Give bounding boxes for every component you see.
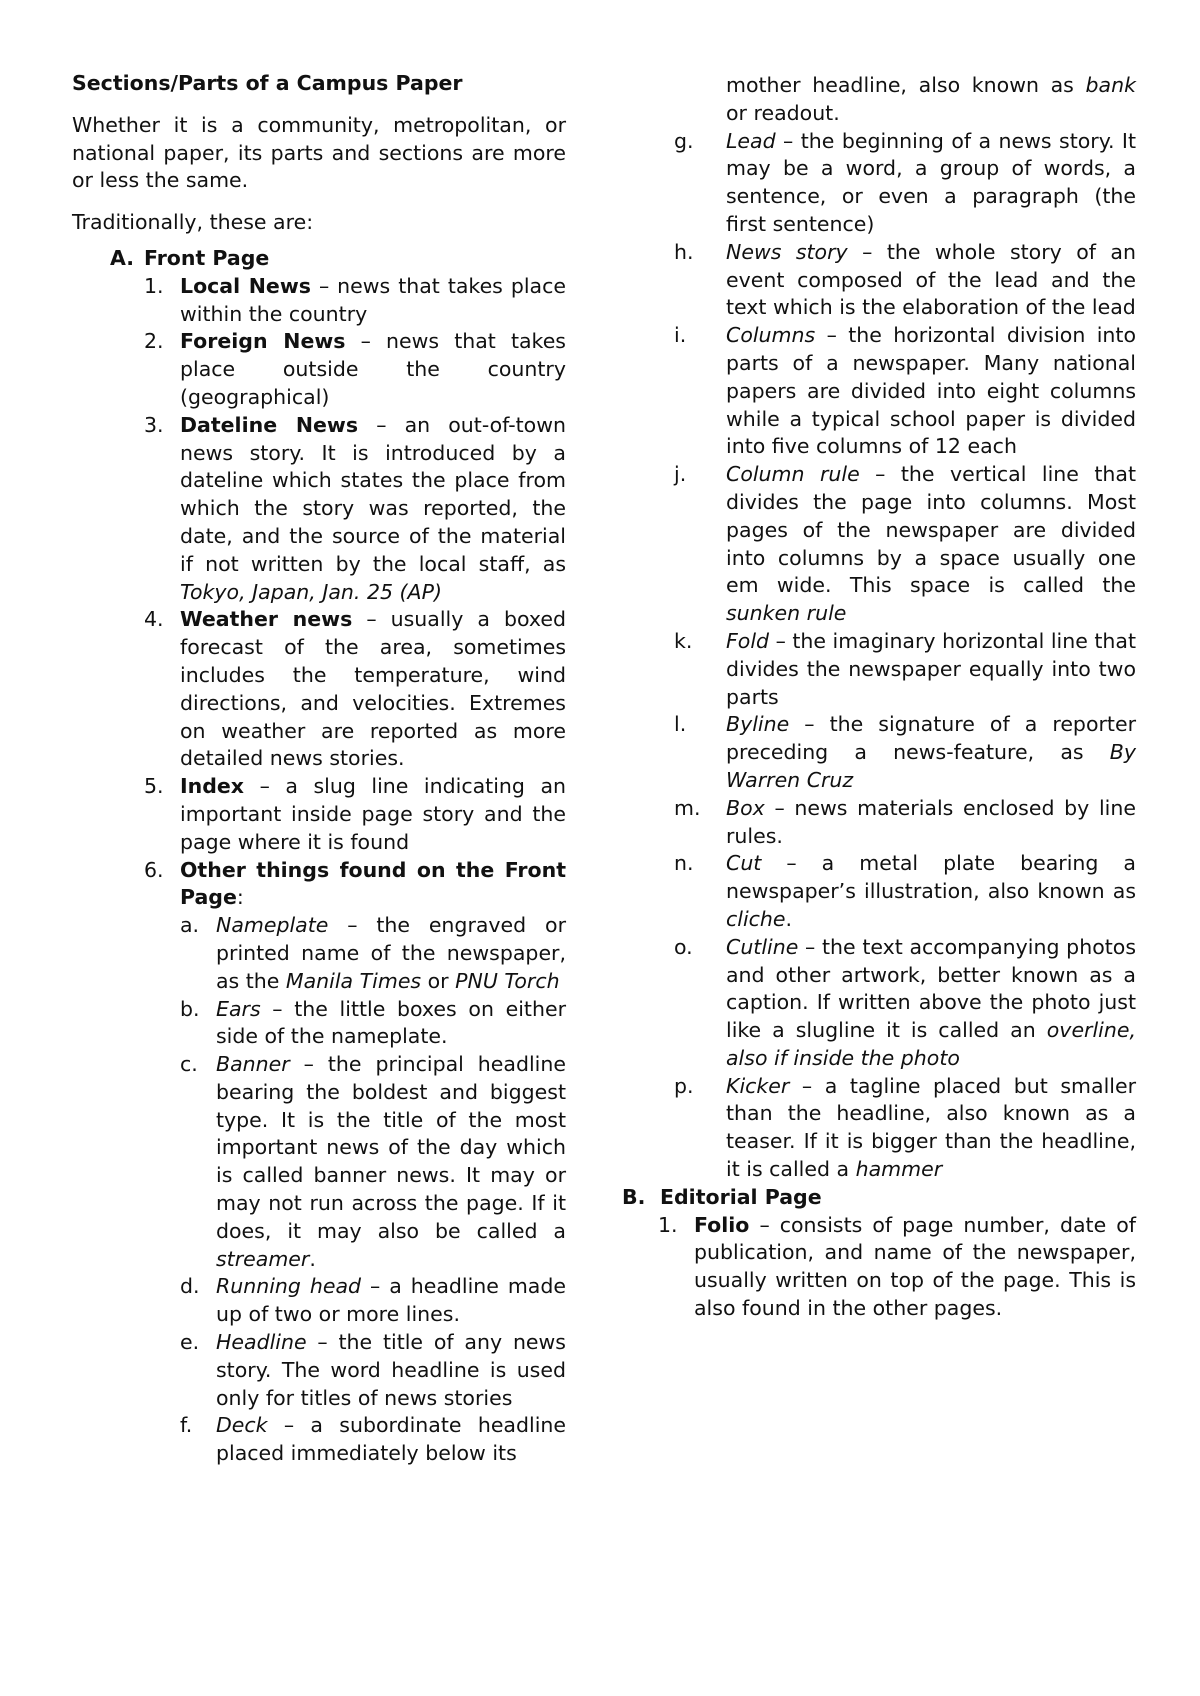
- continuation-text: [674, 72, 1136, 128]
- item-number: 6.: [144, 857, 164, 882]
- item-number: 1.: [144, 273, 164, 298]
- left-column: [72, 70, 566, 1468]
- item-text: .: [309, 1246, 316, 1271]
- item-text: – the beginning of a news story. It may be a word, a group of words, a sentence, or even a paragraph (the first sentence): [726, 128, 1136, 236]
- item-italic: overline, also if inside the photo: [726, 1018, 1136, 1070]
- sub-list-item: [72, 996, 566, 1052]
- sub-list-item: [674, 628, 1136, 711]
- item-term: Ears: [216, 996, 261, 1021]
- page-title: Sections/Parts of a Campus Paper: [72, 71, 463, 95]
- item-text: – the text accompanying photos and other artwork, better known as a caption. If written above the photo just like a slugline it is called an: [726, 934, 1136, 1043]
- item-text: – the principal headline bearing the boldest and biggest type. It is the title of the most important news of the day which is called banner news. It may or may not run across the page. If it does, it may also be called a: [216, 1052, 566, 1243]
- item-text: .: [785, 906, 793, 931]
- item-term: Columns: [726, 323, 816, 348]
- item-text: – usually a boxed forecast of the area, sometimes includes the temperature, wind directions, and velocities. Extremes on weather are reported as more detailed news stories.: [180, 607, 566, 771]
- item-term: Box: [726, 795, 765, 820]
- item-term: Folio: [694, 1212, 750, 1237]
- item-letter: p.: [674, 1073, 694, 1098]
- item-letter: m.: [674, 795, 701, 820]
- traditionally-line: Traditionally, these are:: [72, 210, 314, 235]
- sub-list-item: [72, 1412, 566, 1468]
- item-term: Foreign News: [180, 329, 346, 354]
- item-term: Cutline: [726, 934, 799, 959]
- sub-list-item: [674, 934, 1136, 1073]
- item-term: Other things found on the Front Page: [180, 857, 566, 910]
- section-a: [72, 245, 566, 273]
- section-a-label: A.: [110, 245, 135, 270]
- item-letter: o.: [674, 934, 693, 959]
- item-term: Dateline News: [180, 412, 359, 437]
- item-term: Column rule: [726, 462, 860, 487]
- item-text: mother headline, also known as: [726, 73, 1086, 97]
- item-number: 3.: [144, 412, 164, 437]
- list-item: [72, 857, 566, 913]
- item-term: Lead: [726, 128, 776, 153]
- sub-list-item: [674, 239, 1136, 322]
- sub-list-item: [674, 461, 1136, 628]
- item-letter: l.: [674, 712, 687, 737]
- item-term: Kicker: [726, 1073, 790, 1098]
- item-text: – a tagline placed but smaller than the headline, also known as a teaser. If it is bigger than the headline, it is called a: [726, 1073, 1136, 1182]
- sub-list-item: [674, 795, 1136, 851]
- item-text: – the whole story of an event composed of the lead and the text which is the elaboration of the lead: [726, 239, 1136, 320]
- item-text: – the signature of a reporter preceding a news-feature, as: [726, 712, 1136, 765]
- sub-list-item: [72, 912, 566, 995]
- item-number: 1.: [658, 1212, 678, 1237]
- right-column: [622, 72, 1136, 1323]
- sub-list-item: [72, 1273, 566, 1329]
- item-text: – a subordinate headline placed immediately below its: [216, 1413, 566, 1466]
- item-term: Running head: [216, 1274, 362, 1299]
- item-term: Nameplate: [216, 913, 329, 938]
- item-letter: n.: [674, 851, 694, 876]
- intro-paragraph: Whether it is a community, metropolitan, or national paper, its parts and sections are more or less the same.: [72, 112, 566, 193]
- item-term: Fold: [726, 628, 770, 653]
- sub-list-item: [674, 322, 1136, 461]
- item-italic: Manila Times: [285, 968, 422, 993]
- item-italic: PNU Torch: [455, 968, 560, 993]
- item-term: Banner: [216, 1052, 290, 1077]
- item-text: – news materials enclosed by line rules.: [726, 795, 1136, 848]
- sub-list-item: [72, 1051, 566, 1273]
- item-letter: j.: [674, 462, 687, 487]
- item-term: Headline: [216, 1330, 307, 1355]
- sub-list-item: [674, 1073, 1136, 1184]
- item-letter: c.: [180, 1052, 198, 1077]
- item-text: – the horizontal division into parts of a newspaper. Many national papers are divided into eight columns while a typical school paper is divided into five columns of 12 each: [726, 323, 1136, 459]
- item-term: Cut: [726, 851, 762, 876]
- item-text: – a slug line indicating an important inside page story and the page where it is found: [180, 774, 566, 854]
- item-number: 4.: [144, 607, 164, 632]
- item-term: News story: [726, 239, 848, 264]
- item-number: 2.: [144, 329, 164, 354]
- item-text: or: [421, 968, 456, 993]
- item-text: – the vertical line that divides the page into columns. Most pages of the newspaper are divided into columns by a space usually one em wide. This space is called the: [726, 462, 1136, 598]
- item-number: 5.: [144, 774, 164, 799]
- item-italic: bank: [1085, 73, 1136, 97]
- sub-list-item: [674, 850, 1136, 933]
- item-term: Byline: [726, 712, 790, 737]
- item-letter: h.: [674, 239, 694, 264]
- list-item: [72, 273, 566, 329]
- item-letter: b.: [180, 996, 200, 1021]
- item-term: Local News: [180, 273, 311, 298]
- item-letter: k.: [674, 628, 693, 653]
- list-item: [622, 1212, 1136, 1323]
- sub-list-item: [674, 128, 1136, 239]
- item-letter: g.: [674, 128, 694, 153]
- item-italic: Tokyo, Japan, Jan. 25 (AP): [180, 579, 442, 604]
- sub-list-item: [674, 711, 1136, 794]
- item-text: – consists of page number, date of publication, and name of the newspaper, usually written on top of the page. This is also found in the other pages.: [694, 1212, 1136, 1321]
- item-text: – the imaginary horizontal line that divides the newspaper equally into two parts: [726, 628, 1136, 709]
- list-item: [72, 773, 566, 856]
- item-text: – a metal plate bearing a newspaper’s illustration, also known as: [726, 851, 1136, 904]
- list-item: [72, 412, 566, 607]
- sub-list-item: [72, 1329, 566, 1412]
- item-text: – news that takes place outside the country (geographical): [180, 329, 566, 409]
- item-letter: i.: [674, 323, 687, 348]
- item-text: – a headline made up of two or more lines.: [216, 1274, 566, 1327]
- item-text: – news that takes place within the country: [180, 273, 567, 326]
- item-letter: e.: [180, 1330, 200, 1355]
- section-a-heading: Front Page: [144, 245, 270, 270]
- item-italic: cliche: [726, 906, 786, 931]
- section-b-label: B.: [622, 1184, 646, 1209]
- section-b: [622, 1184, 1136, 1212]
- item-text: or readout.: [726, 100, 840, 125]
- item-text: :: [236, 885, 244, 910]
- item-text: – the little boxes on either side of the nameplate.: [216, 996, 566, 1049]
- list-item: [72, 606, 566, 773]
- list-item: [72, 328, 566, 411]
- item-italic: By Warren Cruz: [726, 740, 1136, 792]
- item-letter: a.: [180, 913, 200, 938]
- item-term: Deck: [216, 1413, 268, 1438]
- section-b-heading: Editorial Page: [660, 1184, 822, 1209]
- item-italic: sunken rule: [726, 601, 847, 626]
- item-term: Weather news: [180, 607, 353, 632]
- item-italic: streamer: [216, 1246, 310, 1271]
- item-letter: d.: [180, 1274, 200, 1299]
- item-letter: f.: [180, 1413, 193, 1438]
- item-text: – the title of any news story. The word headline is used only for titles of news stories: [216, 1330, 566, 1410]
- item-text: – an out-of-town news story. It is introduced by a dateline which states the place from which the story was reported, the date, and the source of the material if not written by the local staff, as: [180, 412, 566, 576]
- item-italic: hammer: [855, 1157, 943, 1182]
- item-text: – the engraved or printed name of the newspaper, as the: [216, 913, 566, 993]
- item-term: Index: [180, 774, 245, 799]
